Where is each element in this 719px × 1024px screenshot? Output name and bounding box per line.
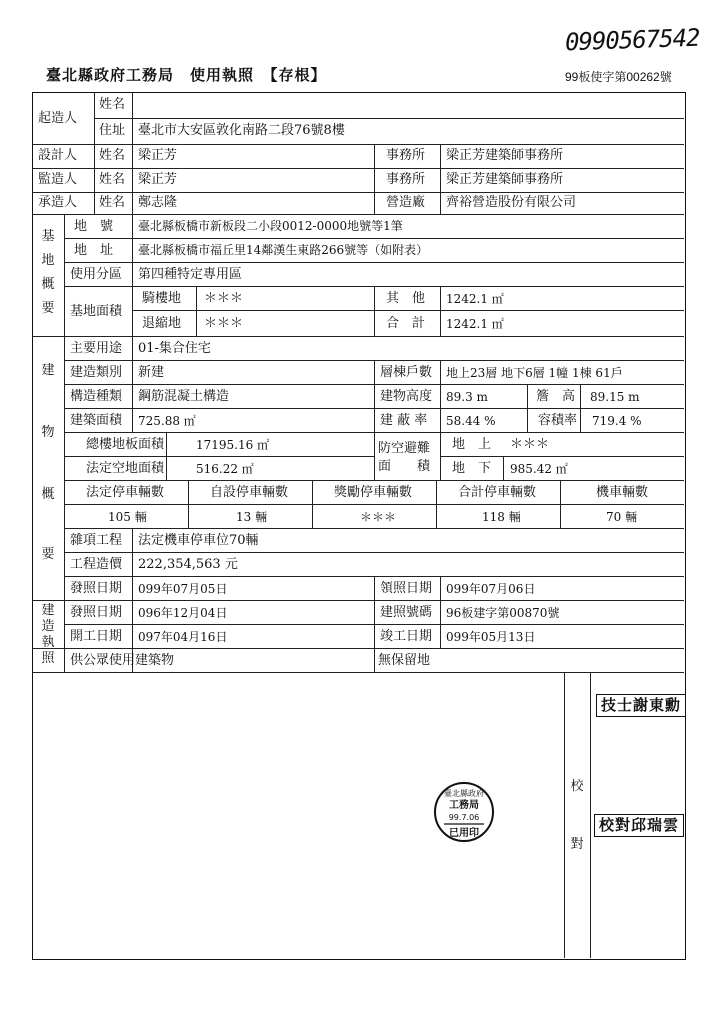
total-area-label: 合 計 [386,316,426,331]
start-date-label: 開工日期 [70,629,123,644]
contractor-name-label: 姓名 [99,195,126,210]
shelter-above-label: 地 上 [452,437,492,452]
complete-date-value: 099年05月13日 [446,630,536,644]
cost-label: 工程造價 [70,557,123,572]
building-area-label: 建築面積 [70,413,123,428]
permit-number: 99板使字第00262號 [565,70,672,84]
builder-address: 臺北市大安區敦化南路二段76號8樓 [138,123,345,138]
proofread-char-1: 校 [570,779,584,794]
eave-label: 簷 高 [536,389,576,404]
parking-header-bonus: 獎勵停車輛數 [334,485,413,500]
contractor-name: 鄭志隆 [138,195,178,210]
misc-label: 雜項工程 [70,533,123,548]
builder-name-label: 姓名 [99,97,126,112]
site-zoning-label: 使用分區 [70,267,123,282]
parking-header-self: 自設停車輛數 [210,485,289,500]
supervisor-name-label: 姓名 [99,172,126,187]
far-value: 719.4 % [592,414,642,428]
site-area-label: 基地面積 [70,304,123,319]
proofread-char-2: 對 [570,837,584,852]
designer-label: 設計人 [38,148,78,163]
floors-value: 地上23層 地下6層 1幢 1棟 61戶 [446,366,623,380]
building-area-value: 725.88 ㎡ [138,414,196,428]
permit-section-char-1: 建 [41,603,55,618]
setback-value: ＊＊＊ [204,316,244,331]
contractor-company: 齊裕營造股份有限公司 [446,195,577,210]
arcade-label: 騎樓地 [142,291,182,306]
misc-value: 法定機車停車位70輛 [138,533,259,548]
permit-issue-value: 096年12月04日 [138,606,228,620]
permit-number-label: 建照號碼 [380,605,433,620]
complete-date-label: 竣工日期 [380,629,433,644]
open-space-label: 法定空地面積 [86,461,165,476]
reserved-land-label: 無保留地 [378,653,431,668]
issue-date-value: 099年07月05日 [138,582,228,596]
setback-label: 退縮地 [142,316,182,331]
official-seal [432,780,496,844]
coverage-value: 58.44 % [446,414,496,428]
height-value: 89.3 m [446,390,488,404]
site-section-char-3: 概 [41,277,55,292]
site-section-char-2: 地 [41,253,55,268]
supervisor-office-label: 事務所 [386,172,426,187]
site-zoning: 第四種特定專用區 [138,267,243,282]
public-use-label: 供公眾使用建築物 [70,653,175,668]
parking-value-total: 118 輛 [482,510,521,524]
permit-section-char-4: 照 [41,651,55,666]
building-section-char-4: 要 [41,547,55,562]
shelter-label: 防空避難 [378,441,431,456]
supervisor-label: 監造人 [38,172,78,187]
structure-label: 構造種類 [70,389,123,404]
shelter-label-2: 面 積 [378,459,431,474]
start-date-value: 097年04月16日 [138,630,228,644]
supervisor-office: 梁正芳建築師事務所 [446,172,564,187]
supervisor-name: 梁正芳 [138,172,178,187]
use-value: 01-集合住宅 [138,341,211,356]
building-section-char-1: 建 [41,363,55,378]
contractor-label: 承造人 [38,195,78,210]
builder-address-label: 住址 [99,123,126,138]
building-section-char-2: 物 [41,425,55,440]
other-area-label: 其 他 [386,291,426,306]
building-section-char-3: 概 [41,487,55,502]
receive-date-label: 領照日期 [380,581,433,596]
permit-issue-label: 發照日期 [70,605,123,620]
site-lot-label: 地 號 [74,219,114,234]
total-area-value: 1242.1 ㎡ [446,317,504,331]
floor-area-label: 總樓地板面積 [86,437,165,452]
parking-header-motorcycle: 機車輛數 [596,485,649,500]
shelter-below-value: 985.42 ㎡ [510,462,568,476]
shelter-above-value: ＊＊＊ [510,437,550,452]
cost-value: 222,354,563 元 [138,557,238,572]
seal-used: 已用印 [449,828,479,839]
contractor-company-label: 營造廠 [386,195,426,210]
designer-office: 梁正芳建築師事務所 [446,148,564,163]
height-label: 建物高度 [380,389,433,404]
permit-number-value: 96板建字第00870號 [446,606,560,620]
category-label: 建造類別 [70,365,123,380]
parking-value-self: 13 輛 [236,510,268,524]
eave-value: 89.15 m [590,390,640,404]
site-lot: 臺北縣板橋市新板段二小段0012-0000地號等1筆 [138,219,403,233]
designer-name-label: 姓名 [99,148,126,163]
technician-stamp: 技士謝東勳 [596,694,686,717]
parking-value-legal: 105 輛 [108,510,147,524]
parking-value-motorcycle: 70 輛 [606,510,638,524]
handwritten-number: 0990567542 [564,23,700,57]
site-section-char-4: 要 [41,301,55,316]
parking-value-bonus: ＊＊＊ [360,510,397,524]
seal-date: 99.7.06 [448,813,480,822]
coverage-label: 建 蔽 率 [380,413,428,428]
designer-office-label: 事務所 [386,148,426,163]
open-space-value: 516.22 ㎡ [196,462,254,476]
site-address-label: 地 址 [74,243,114,258]
designer-name: 梁正芳 [138,148,178,163]
proofreader-stamp: 校對邱瑞雲 [594,814,684,837]
other-area-value: 1242.1 ㎡ [446,292,504,306]
receive-date-value: 099年07月06日 [446,582,536,596]
parking-header-legal: 法定停車輛數 [86,485,165,500]
arcade-value: ＊＊＊ [204,291,244,306]
issue-date-label: 發照日期 [70,581,123,596]
permit-section-char-3: 執 [41,635,55,650]
document-title: 臺北縣政府工務局 使用執照 【存根】 [46,66,327,84]
site-section-char-1: 基 [41,229,55,244]
builder-label: 起造人 [38,111,78,126]
seal-line-2: 工務局 [449,800,479,811]
parking-header-total: 合計停車輛數 [458,485,537,500]
structure-value: 鋼筋混凝土構造 [138,389,230,404]
category-value: 新建 [138,365,165,380]
seal-line-1: 臺北縣政府 [444,789,484,798]
site-address: 臺北縣板橋市福丘里14鄰漢生東路266號等（如附表） [138,243,429,257]
shelter-below-label: 地 下 [452,461,492,476]
floor-area-value: 17195.16 ㎡ [196,438,270,452]
far-label: 容積率 [538,413,578,428]
floors-label: 層棟戶數 [380,365,433,380]
use-label: 主要用途 [70,341,123,356]
permit-section-char-2: 造 [41,619,55,634]
